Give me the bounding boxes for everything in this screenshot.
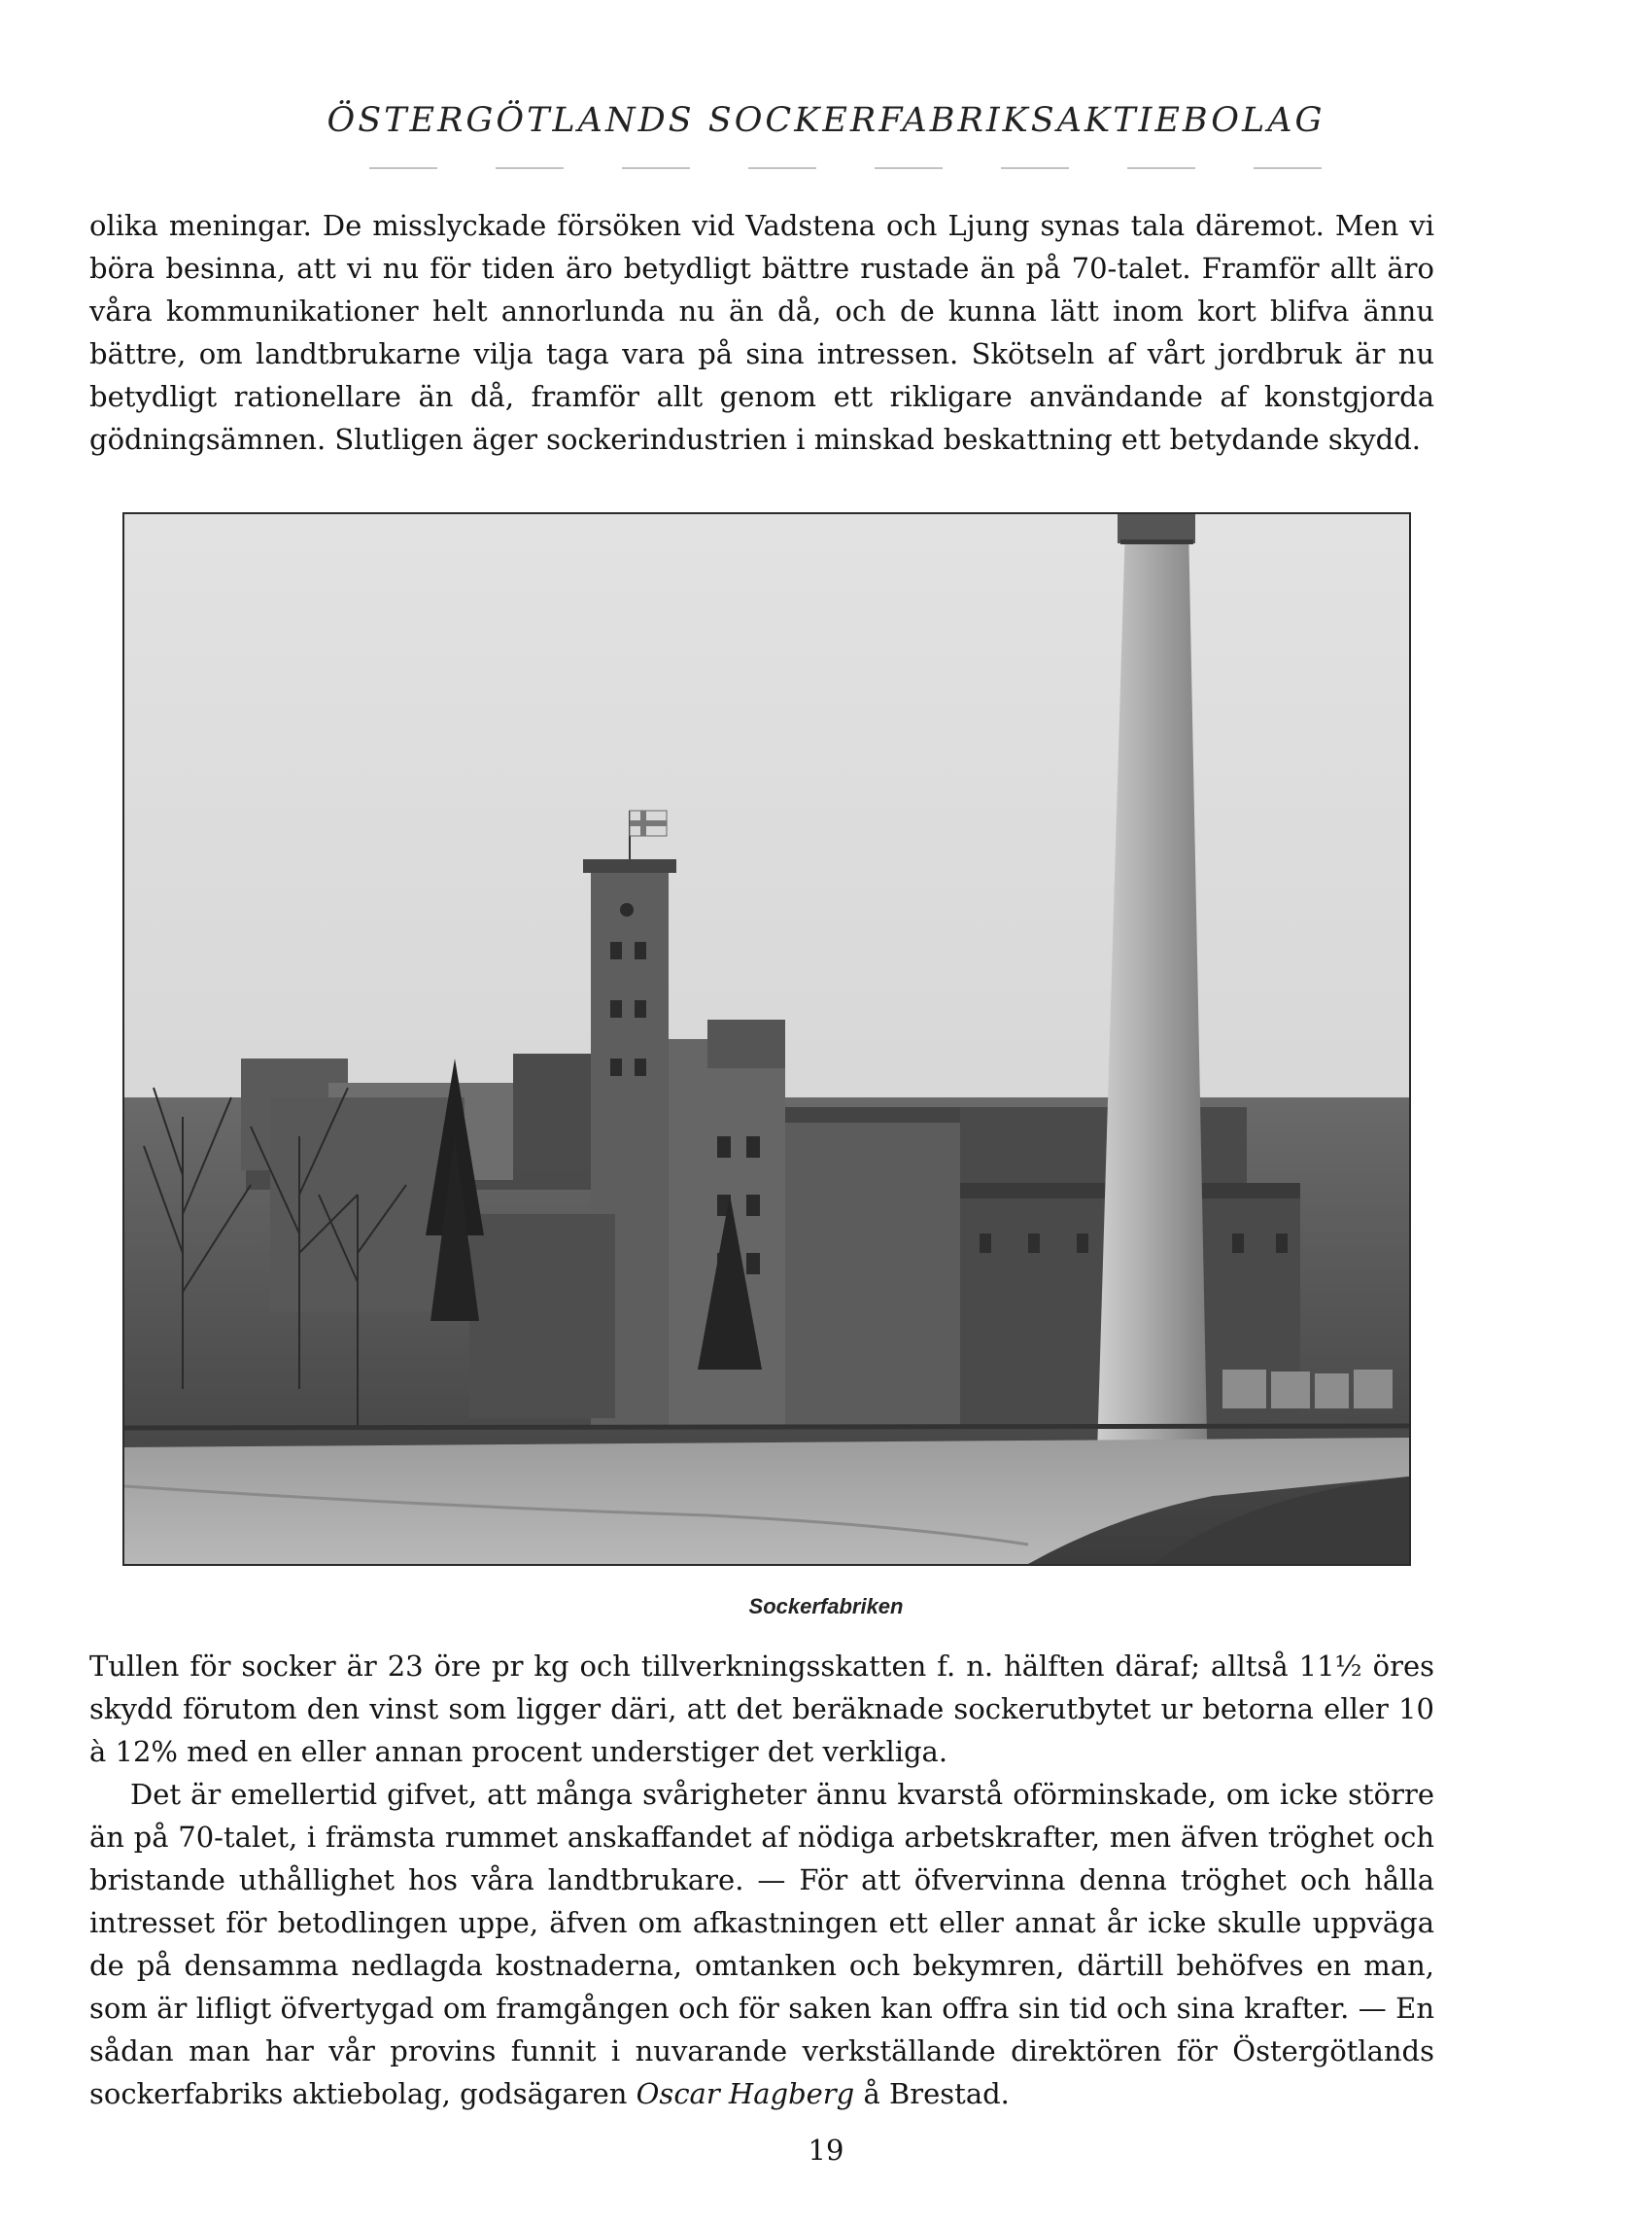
paragraph-2: [89, 1645, 1434, 2115]
paragraph-1: [89, 204, 1434, 461]
factory-photo-illustration: [124, 514, 1409, 1564]
paragraph-2-ending: å Brestad.: [863, 2077, 1010, 2110]
person-name: Oscar Hagberg: [636, 2077, 855, 2110]
figure-caption: Sockerfabriken: [748, 1594, 904, 1618]
factory-photograph: [122, 512, 1411, 1566]
paragraph-2-text-b: [89, 1773, 1434, 2115]
header-rule: [369, 167, 1360, 169]
running-header: ÖSTERGÖTLANDS SOCKERFABRIKSAKTIEBOLAG: [327, 101, 1325, 140]
paragraph-2-body: Det är emellertid gifvet, att många svårigheter ännu kvarstå oförminskade, om icke större än på 70-talet, i främsta rummet anskaffandet af nödiga arbetskrafter, men äfven tröghet och bristande uthållighet hos våra landtbrukare. — För att öfvervinna denna tröghet och hålla intresset för betodlingen uppe, äfven om afkastningen ett eller annat år icke skulle uppväga de på densamma nedlagda kostnaderna, omtanken och bekymren, därtill behöfves en man, som är lifligt öfvertygad om framgången och för saken kan offra sin tid och sina krafter. — En sådan man har vår provins funnit i nuvarande verkställande direktören för Östergötlands sockerfabriks aktiebolag, godsägaren: [89, 1778, 1434, 2110]
paragraph-2-text-a: Tullen för socker är 23 öre pr kg och tillverkningsskatten f. n. hälften däraf; alltså 11½ öres skydd förutom den vinst som ligger däri, att det beräknade sockerutbytet ur betorna eller 10 à 12% med en eller annan procent understiger det verkliga.: [89, 1650, 1434, 1768]
page-number: 19: [808, 2134, 844, 2167]
paragraph-1-text: olika meningar. De misslyckade försöken vid Vadstena och Ljung synas tala däremot. Men vi böra besinna, att vi nu för tiden äro betydligt bättre rustade än på 70-talet. Framför allt äro våra kommunikationer helt annorlunda nu än då, och de kunna lätt inom kort blifva ännu bättre, om landtbrukarne vilja taga vara på sina intressen. Skötseln af vårt jordbruk är nu betydligt rationellare än då, framför allt genom ett rikligare användande af konstgjorda gödningsämnen. Slutligen äger sockerindustrien i minskad beskattning ett betydande skydd.: [89, 209, 1434, 456]
